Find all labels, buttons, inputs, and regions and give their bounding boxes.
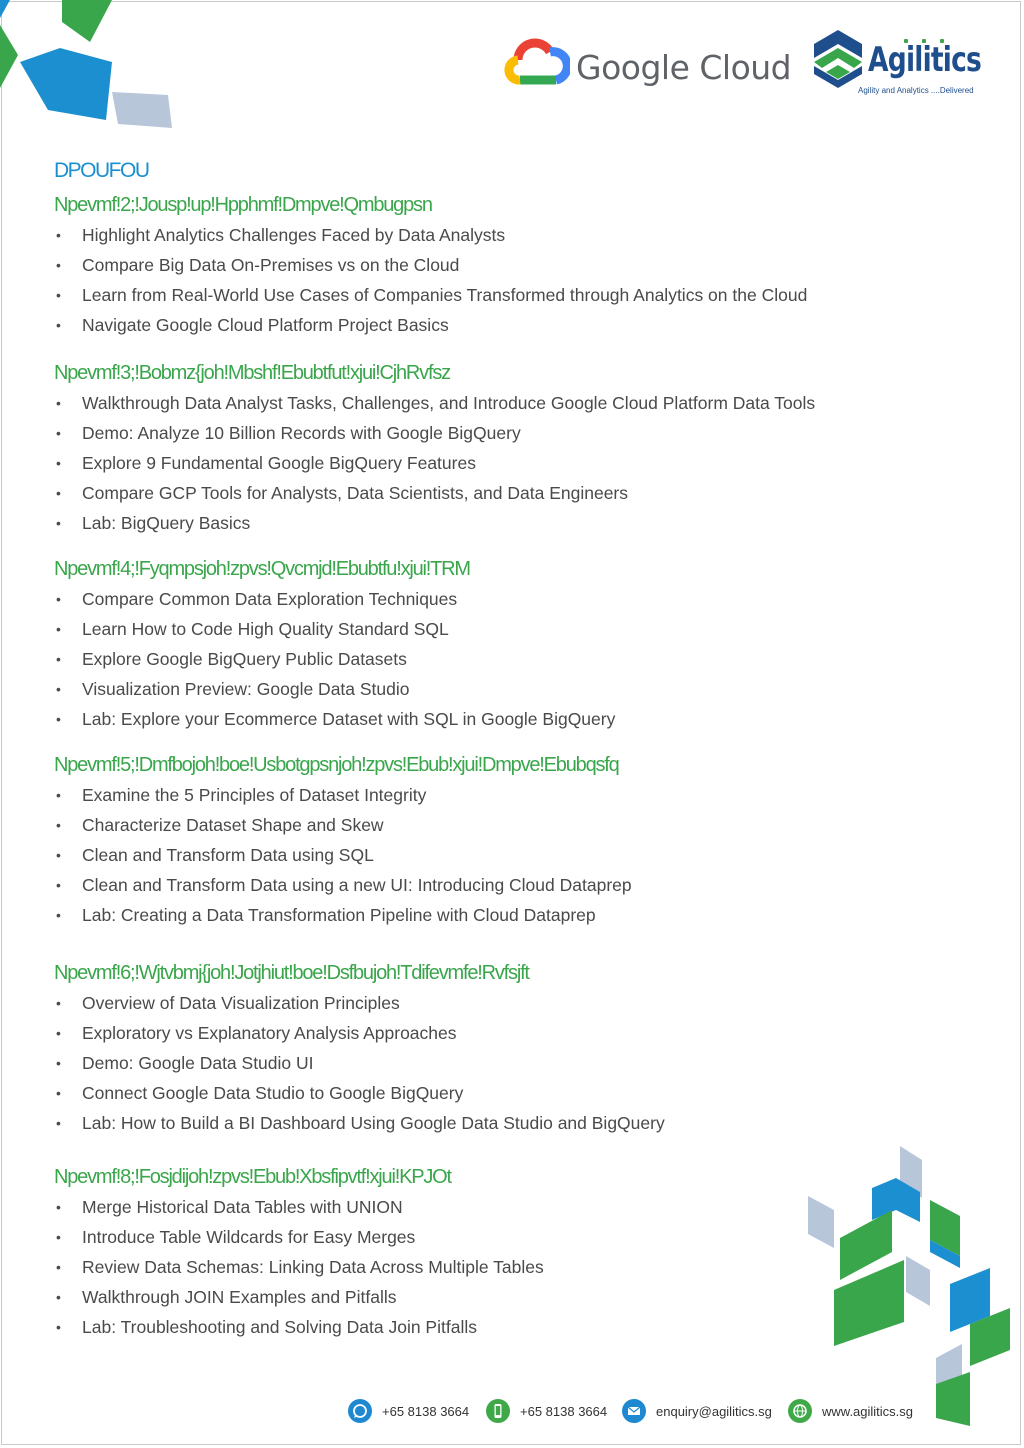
phone-contact[interactable] — [486, 1398, 607, 1424]
email-address: enquiry@agilitics.sg — [656, 1403, 772, 1419]
whatsapp-number: +65 8138 3664 — [382, 1403, 470, 1419]
item-text: Connect Google Data Studio to Google BigQuery — [82, 1083, 464, 1103]
item-text: Learn How to Code High Quality Standard SQL — [82, 619, 449, 639]
module-1 — [54, 190, 934, 340]
list-item — [54, 1108, 934, 1138]
list-item — [54, 674, 934, 704]
item-text: Clean and Transform Data using SQL — [82, 845, 374, 865]
item-text: Navigate Google Cloud Platform Project Basics — [82, 315, 449, 335]
list-item — [54, 704, 934, 734]
module-title: Npevmf!5;!Dmfbojoh!boe!Usbotgpsnjoh!zpvs!Ebub!xjui!Dmpve!Ebubqsfq — [54, 754, 619, 776]
bullet-icon: • — [56, 877, 61, 893]
module-items — [54, 388, 934, 538]
website-url: www.agilitics.sg — [822, 1403, 914, 1419]
item-text: Lab: Creating a Data Transformation Pipeline with Cloud Dataprep — [82, 905, 596, 925]
bullet-icon: • — [56, 1319, 61, 1335]
bullet-icon: • — [56, 1025, 61, 1041]
module-items — [54, 988, 934, 1138]
list-item — [54, 280, 934, 310]
module-5 — [54, 958, 934, 1138]
item-text: Compare Common Data Exploration Techniques — [82, 589, 458, 609]
bullet-icon: • — [56, 455, 61, 471]
agilitics-wordmark: Agilitics — [868, 40, 982, 80]
bullet-icon: • — [56, 425, 61, 441]
bullet-icon: • — [56, 995, 61, 1011]
bullet-icon: • — [56, 651, 61, 667]
list-item — [54, 870, 934, 900]
item-text: Walkthrough JOIN Examples and Pitfalls — [82, 1287, 397, 1307]
module-6 — [54, 1162, 934, 1342]
module-2 — [54, 358, 934, 538]
item-text: Explore 9 Fundamental Google BigQuery Features — [82, 453, 476, 473]
bullet-icon: • — [56, 1259, 61, 1275]
bullet-icon: • — [56, 1055, 61, 1071]
module-items — [54, 220, 934, 340]
bullet-icon: • — [56, 485, 61, 501]
list-item — [54, 584, 934, 614]
item-text: Compare Big Data On-Premises vs on the Cloud — [82, 255, 460, 275]
bullet-icon: • — [56, 787, 61, 803]
module-4 — [54, 750, 934, 930]
module-items — [54, 780, 934, 930]
globe-icon — [788, 1399, 812, 1423]
list-item — [54, 478, 934, 508]
bullet-icon: • — [56, 287, 61, 303]
bullet-icon: • — [56, 1289, 61, 1305]
agilitics-emblem-icon — [812, 28, 864, 90]
bullet-icon: • — [56, 711, 61, 727]
google-cloud-logo — [500, 32, 792, 102]
module-title: Npevmf!4;!Fyqmpsjoh!zpvs!Qvcmjd!Ebubtfu!xjui!TRM — [54, 558, 470, 580]
list-item — [54, 988, 934, 1018]
content-heading: DPOUFOU — [54, 159, 149, 182]
bullet-icon: • — [56, 257, 61, 273]
list-item — [54, 810, 934, 840]
item-text: Exploratory vs Explanatory Analysis Approaches — [82, 1023, 457, 1043]
course-content — [54, 158, 934, 1342]
phone-icon — [486, 1399, 510, 1423]
item-text: Review Data Schemas: Linking Data Across Multiple Tables — [82, 1257, 544, 1277]
list-item — [54, 220, 934, 250]
item-text: Examine the 5 Principles of Dataset Integrity — [82, 785, 427, 805]
module-3 — [54, 554, 934, 734]
list-item — [54, 780, 934, 810]
email-icon — [622, 1399, 646, 1423]
bullet-icon: • — [56, 227, 61, 243]
header-logos — [500, 22, 1000, 112]
bullet-icon: • — [56, 1115, 61, 1131]
list-item — [54, 418, 934, 448]
list-item — [54, 644, 934, 674]
item-text: Lab: Troubleshooting and Solving Data Join Pitfalls — [82, 1317, 477, 1337]
item-text: Compare GCP Tools for Analysts, Data Scientists, and Data Engineers — [82, 483, 629, 503]
item-text: Visualization Preview: Google Data Studio — [82, 679, 410, 699]
item-text: Introduce Table Wildcards for Easy Merges — [82, 1227, 416, 1247]
agilitics-tagline: Agility and Analytics ....Delivered — [858, 86, 974, 95]
list-item — [54, 840, 934, 870]
module-title: Npevmf!6;!Wjtvbmj{joh!Jotjhiut!boe!Dsfbujoh!Tdifevmfe!Rvfsjft — [54, 962, 529, 984]
item-text: Highlight Analytics Challenges Faced by Data Analysts — [82, 225, 506, 245]
list-item — [54, 1282, 934, 1312]
item-text: Explore Google BigQuery Public Datasets — [82, 649, 407, 669]
item-text: Demo: Google Data Studio UI — [82, 1053, 314, 1073]
google-cloud-icon — [500, 34, 570, 92]
list-item — [54, 614, 934, 644]
list-item — [54, 310, 934, 340]
list-item — [54, 1192, 934, 1222]
bullet-icon: • — [56, 591, 61, 607]
list-item — [54, 448, 934, 478]
item-text: Characterize Dataset Shape and Skew — [82, 815, 384, 835]
item-text: Demo: Analyze 10 Billion Records with Google BigQuery — [82, 423, 521, 443]
agilitics-logo — [812, 22, 982, 102]
list-item — [54, 1222, 934, 1252]
bullet-icon: • — [56, 681, 61, 697]
google-cloud-wordmark: Google Cloud — [576, 48, 792, 87]
module-items — [54, 1192, 934, 1342]
phone-number: +65 8138 3664 — [520, 1403, 608, 1419]
top-left-decoration — [0, 0, 190, 135]
email-contact[interactable] — [622, 1398, 772, 1424]
item-text: Walkthrough Data Analyst Tasks, Challenges, and Introduce Google Cloud Platform Data Tools — [82, 393, 816, 413]
module-items — [54, 584, 934, 734]
item-text: Overview of Data Visualization Principles — [82, 993, 400, 1013]
list-item — [54, 900, 934, 930]
list-item — [54, 1252, 934, 1282]
list-item — [54, 508, 934, 538]
item-text: Lab: BigQuery Basics — [82, 513, 251, 533]
module-title: Npevmf!8;!Fosjdijoh!zpvs!Ebub!Xbsfipvtf!xjui!KPJOt — [54, 1166, 451, 1188]
bullet-icon: • — [56, 1085, 61, 1101]
list-item — [54, 1018, 934, 1048]
website-contact[interactable] — [788, 1398, 913, 1424]
bullet-icon: • — [56, 1199, 61, 1215]
item-text: Lab: How to Build a BI Dashboard Using Google Data Studio and BigQuery — [82, 1113, 665, 1133]
bullet-icon: • — [56, 1229, 61, 1245]
list-item — [54, 388, 934, 418]
module-title: Npevmf!2;!Jousp!up!Hpphmf!Dmpve!Qmbugpsn — [54, 194, 432, 216]
whatsapp-icon — [348, 1399, 372, 1423]
bullet-icon: • — [56, 621, 61, 637]
list-item — [54, 250, 934, 280]
bullet-icon: • — [56, 907, 61, 923]
bullet-icon: • — [56, 515, 61, 531]
item-text: Merge Historical Data Tables with UNION — [82, 1197, 403, 1217]
bullet-icon: • — [56, 395, 61, 411]
list-item — [54, 1048, 934, 1078]
item-text: Clean and Transform Data using a new UI: Introducing Cloud Dataprep — [82, 875, 632, 895]
list-item — [54, 1078, 934, 1108]
item-text: Learn from Real-World Use Cases of Companies Transformed through Analytics on the Cloud — [82, 285, 808, 305]
module-title: Npevmf!3;!Bobmz{joh!Mbshf!Ebubtfut!xjui!CjhRvfsz — [54, 362, 450, 384]
whatsapp-contact[interactable] — [348, 1398, 469, 1424]
bullet-icon: • — [56, 817, 61, 833]
bullet-icon: • — [56, 847, 61, 863]
footer-contacts — [348, 1394, 948, 1428]
list-item — [54, 1312, 934, 1342]
bullet-icon: • — [56, 317, 61, 333]
item-text: Lab: Explore your Ecommerce Dataset with SQL in Google BigQuery — [82, 709, 616, 729]
